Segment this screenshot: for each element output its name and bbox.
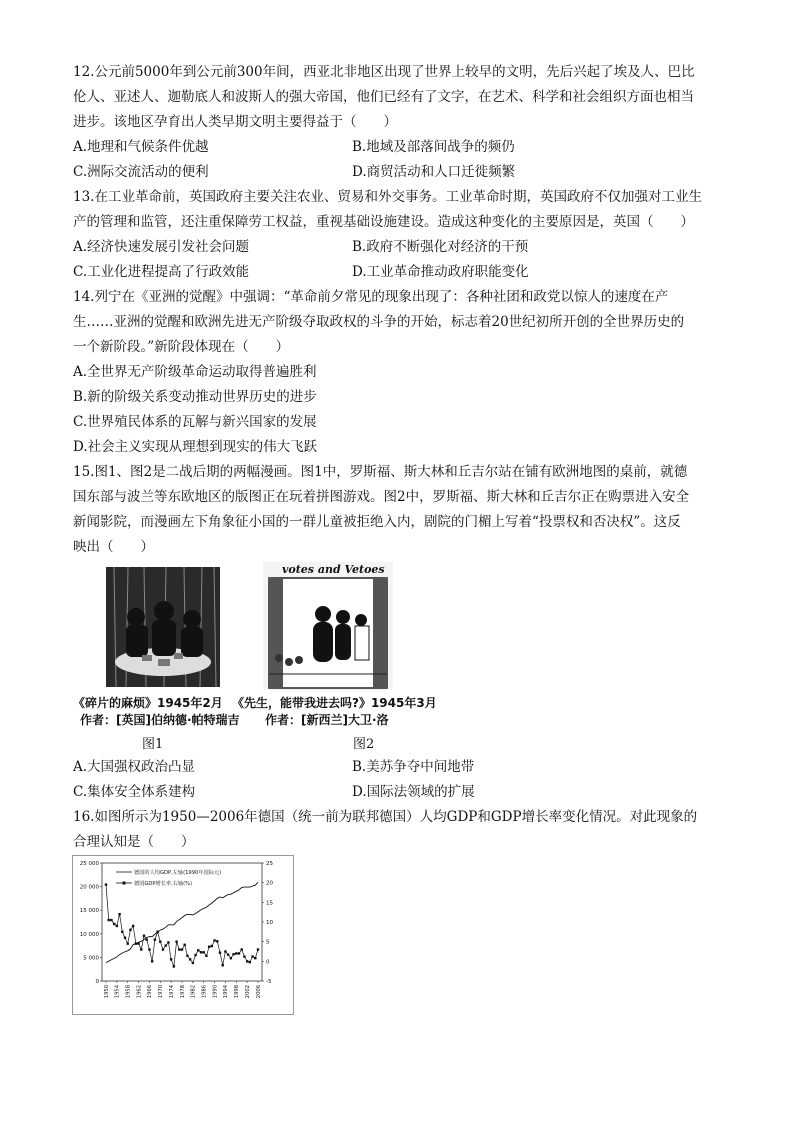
q12-stem-line-3: 进步。该地区孕育出人类早期文明主要得益于（ ） <box>73 114 397 130</box>
figure-2-label: 图2 <box>353 737 375 752</box>
growth-data-point <box>118 913 120 915</box>
growth-data-point <box>116 925 118 927</box>
growth-data-point <box>143 935 145 937</box>
growth-data-point <box>200 951 202 953</box>
left-tick-label: 20 000 <box>79 884 99 891</box>
figure-1-caption-author: 作者：[英国]伯纳德·帕特瑞吉 <box>80 713 240 727</box>
growth-data-point <box>246 960 248 962</box>
growth-data-point <box>211 945 213 947</box>
growth-data-point <box>156 931 158 933</box>
growth-data-point <box>140 948 142 950</box>
growth-data-point <box>167 941 169 943</box>
growth-data-point <box>192 962 194 964</box>
growth-data-point <box>205 955 207 957</box>
q12-option-c: C.洲际交流活动的便利 <box>73 164 209 180</box>
q15-option-a: A.大国强权政治凸显 <box>73 759 196 775</box>
right-tick-label: -5 <box>266 979 272 985</box>
q13-option-c: C.工业化进程提高了行政效能 <box>73 264 250 280</box>
x-tick-label: 1954 <box>114 985 121 999</box>
growth-data-point <box>197 949 199 951</box>
growth-data-point <box>254 957 256 959</box>
left-tick-label: 15 000 <box>79 908 99 915</box>
x-tick-label: 1998 <box>234 985 241 999</box>
right-tick-label: 10 <box>266 920 273 926</box>
gdp-chart <box>72 855 294 1015</box>
q15-option-c: C.集体安全体系建构 <box>73 784 196 800</box>
q13-stem-line-1: 13.在工业革命前，英国政府主要关注农业、贸易和外交事务。工业革命时期，英国政府不仅加强对工业生 <box>73 189 702 205</box>
figure-1-caption-title: 《碎片的麻烦》1945年2月 <box>73 696 223 710</box>
q14-option-b: B.新的阶级关系变动推动世界历史的进步 <box>73 389 317 405</box>
growth-data-point <box>216 940 218 942</box>
x-tick-label: 1970 <box>158 985 165 999</box>
growth-data-point <box>159 940 161 942</box>
x-tick-label: 1990 <box>212 985 219 999</box>
right-tick-label: 5 <box>266 939 270 946</box>
x-tick-label: 1962 <box>136 985 143 999</box>
legend-label-growth: 德国GDP增长率,右轴(%) <box>134 881 193 887</box>
growth-data-point <box>165 944 167 946</box>
x-tick-label: 1958 <box>125 985 132 999</box>
q12-stem-line-2: 伦人、亚述人、迦勒底人和波斯人的强大帝国，他们已经有了文字，在艺术、科学和社会组织方面也相当 <box>73 89 694 105</box>
q12-option-a: A.地理和气候条件优越 <box>73 139 209 155</box>
growth-data-point <box>241 948 243 950</box>
legend-marker-growth <box>123 882 126 885</box>
growth-data-point <box>184 944 186 946</box>
q14-stem-line-2: 生……亚洲的觉醒和欧洲先进无产阶级夺取政权的斗争的开始，标志着20世纪初所开创的全世界历史的 <box>73 314 685 330</box>
growth-data-point <box>121 931 123 933</box>
figure-2-sign: votes and Vetoes <box>282 563 385 576</box>
figure-1-cartoon <box>106 567 220 687</box>
growth-data-point <box>146 939 148 941</box>
q12-option-b: B.地域及部落间战争的频仍 <box>352 139 515 155</box>
q13-stem-line-2: 产的管理和监管，还注重保障劳工权益，重视基础设施建设。造成这种变化的主要原因是，英国（ ） <box>73 214 694 230</box>
left-tick-label: 5 000 <box>83 955 99 962</box>
x-tick-label: 1994 <box>223 985 230 999</box>
left-tick-label: 10 000 <box>79 931 99 938</box>
x-tick-label: 1974 <box>168 985 175 999</box>
q14-option-c: C.世界殖民体系的瓦解与新兴国家的发展 <box>73 414 317 430</box>
growth-data-point <box>243 955 245 957</box>
x-tick-label: 1982 <box>190 985 197 999</box>
right-tick-label: 25 <box>266 861 273 867</box>
q13-option-a: A.经济快速发展引发社会问题 <box>73 239 250 255</box>
legend-label-gdp: 德国的人均GDP,左轴(1990年国际元) <box>134 870 222 876</box>
q14-stem-line-3: 一个新阶段。”新阶段体现在（ ） <box>73 339 290 355</box>
growth-data-point <box>235 952 237 954</box>
q12-option-d: D.商贸活动和人口迁徙频繁 <box>352 164 516 180</box>
growth-data-point <box>173 965 175 967</box>
q15-stem-line-4: 映出（ ） <box>73 539 154 555</box>
growth-data-point <box>127 942 129 944</box>
growth-data-point <box>124 937 126 939</box>
q14-stem-line-1: 14.列宁在《亚洲的觉醒》中强调：“革命前夕常见的现象出现了：各种社团和政党以惊人的速度在产 <box>73 289 669 305</box>
q13-option-d: D.工业革命推动政府职能变化 <box>352 264 529 280</box>
growth-data-point <box>151 960 153 962</box>
right-tick-label: 15 <box>266 900 273 907</box>
figure-1-label: 图1 <box>142 737 164 752</box>
growth-data-point <box>132 925 134 927</box>
growth-data-point <box>178 948 180 950</box>
q13-option-b: B.政府不断强化对经济的干预 <box>352 239 529 255</box>
growth-data-point <box>219 951 221 953</box>
q16-stem-line-2: 合理认知是（ ） <box>73 834 195 850</box>
growth-data-point <box>175 940 177 942</box>
growth-data-point <box>162 948 164 950</box>
q15-stem-line-2: 国东部与波兰等东欧地区的版图正在玩着拼图游戏。图2中，罗斯福、斯大林和丘吉尔正在购票进入安全 <box>73 489 690 505</box>
growth-data-point <box>170 958 172 960</box>
left-tick-label: 0 <box>95 979 99 985</box>
growth-data-point <box>194 954 196 956</box>
growth-data-point <box>129 929 131 931</box>
growth-data-point <box>257 948 259 950</box>
growth-data-point <box>249 961 251 963</box>
growth-data-point <box>148 948 150 950</box>
growth-data-point <box>213 939 215 941</box>
figure-2-caption-author: 作者：[新西兰]大卫·洛 <box>265 713 389 727</box>
x-tick-label: 1966 <box>147 985 154 999</box>
growth-data-point <box>224 950 226 952</box>
right-tick-label: 20 <box>266 880 273 887</box>
growth-data-point <box>105 883 107 885</box>
q15-option-b: B.美苏争夺中间地带 <box>352 759 475 775</box>
right-tick-label: 0 <box>266 959 270 966</box>
growth-data-point <box>208 946 210 948</box>
q16-stem-line-1: 16.如图所示为1950—2006年德国（统一前为联邦德国）人均GDP和GDP增长率变化情况。对此现象的 <box>73 809 698 825</box>
q14-option-a: A.全世界无产阶级革命运动取得普遍胜利 <box>73 364 317 380</box>
q12-stem-line-1: 12.公元前5000年到公元前300年间，西亚北非地区出现了世界上较早的文明，先后兴起了埃及人、巴比 <box>73 64 695 80</box>
figure-2-caption-title: 《先生，能带我进去吗?》1945年3月 <box>232 696 437 710</box>
growth-data-point <box>189 958 191 960</box>
growth-data-point <box>186 955 188 957</box>
growth-data-point <box>137 942 139 944</box>
x-tick-label: 2002 <box>244 985 251 999</box>
x-tick-label: 2006 <box>255 985 262 999</box>
growth-data-point <box>113 923 115 925</box>
q15-option-d: D.国际法领域的扩展 <box>352 784 475 800</box>
q15-stem-line-1: 15.图1、图2是二战后期的两幅漫画。图1中，罗斯福、斯大林和丘吉尔站在铺有欧洲地图的桌前，就德 <box>73 464 688 480</box>
growth-data-point <box>238 952 240 954</box>
growth-data-point <box>227 953 229 955</box>
x-tick-label: 1950 <box>103 985 110 999</box>
figure-2-cartoon <box>263 562 393 690</box>
growth-data-point <box>230 957 232 959</box>
growth-data-point <box>108 919 110 921</box>
growth-data-point <box>222 964 224 966</box>
growth-data-point <box>135 942 137 944</box>
q15-stem-line-3: 新闻影院，而漫画左下角象征小国的一群儿童被拒绝入内，剧院的门楣上写着“投票权和否决权”。这反 <box>73 514 681 530</box>
growth-data-point <box>154 939 156 941</box>
x-tick-label: 1978 <box>179 985 186 999</box>
q14-option-d: D.社会主义实现从理想到现实的伟大飞跃 <box>73 439 318 455</box>
growth-data-point <box>203 951 205 953</box>
x-tick-label: 1986 <box>201 985 208 999</box>
growth-data-point <box>110 919 112 921</box>
growth-data-point <box>232 953 234 955</box>
left-tick-label: 25 000 <box>79 861 99 867</box>
growth-data-point <box>251 955 253 957</box>
growth-data-point <box>181 948 183 950</box>
